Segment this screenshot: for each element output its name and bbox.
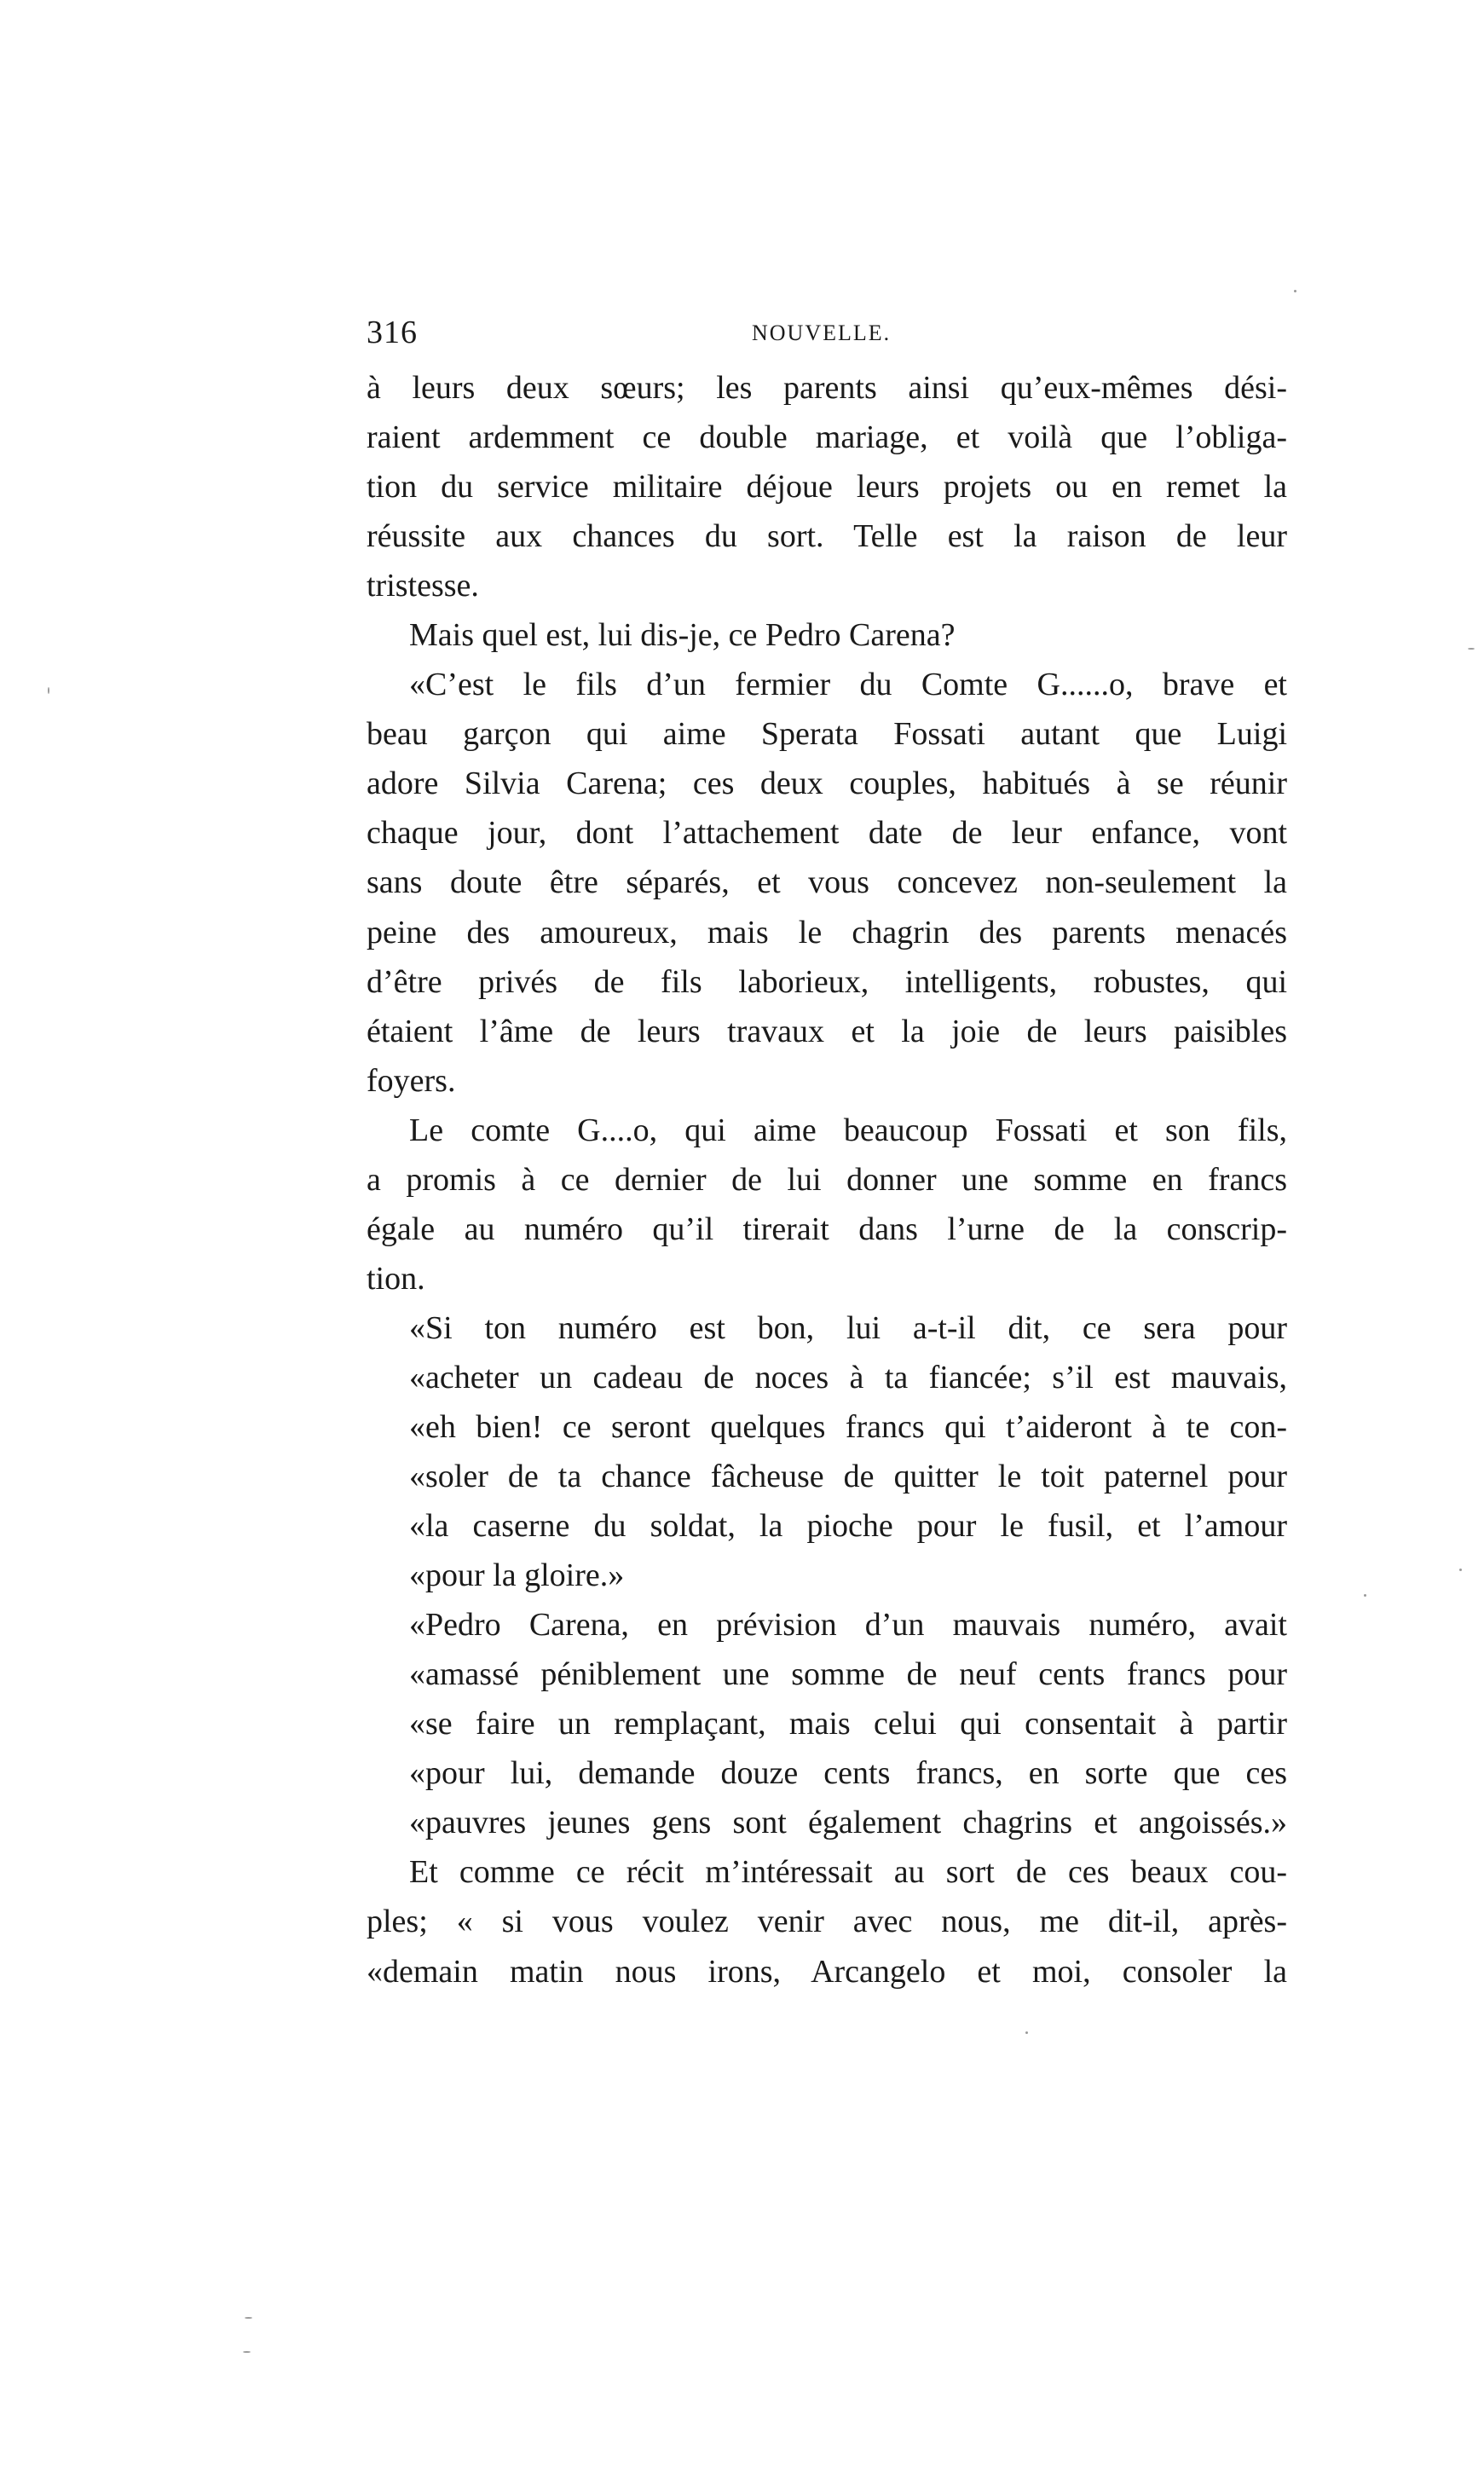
text-line: tion du service militaire déjoue leurs projets ou en remet la [367,469,1287,506]
text-line: «soler de ta chance fâcheuse de quitter le toit paternel pour [409,1459,1287,1495]
text-line: «pauvres jeunes gens sont également chagrins et angoissés.» [409,1805,1287,1841]
text-line: chaque jour, dont l’attachement date de leur enfance, vont [367,815,1287,852]
paper-speck [1025,2031,1028,2034]
text-line: peine des amoureux, mais le chagrin des parents menacés [367,914,1287,950]
text-line: à leurs deux sœurs; les parents ainsi qu’eux-mêmes dési- [367,370,1287,406]
paper-speck [243,2351,251,2353]
text-line: «Pedro Carena, en prévision d’un mauvais numéro, avait [409,1607,1287,1644]
text-line: «amassé péniblement une somme de neuf cents francs pour [409,1656,1287,1693]
text-line: «demain matin nous irons, Arcangelo et moi, consoler la [367,1953,1287,1990]
text-line: égale au numéro qu’il tirerait dans l’urne de la conscrip- [367,1210,1287,1247]
paper-speck [1459,1569,1462,1571]
text-line: «la caserne du soldat, la pioche pour le fusil, et l’amour [409,1508,1287,1545]
paper-speck [48,687,49,694]
text-line: d’être privés de fils laborieux, intelligents, robustes, qui [367,963,1287,1000]
text-line: raient ardemment ce double mariage, et voilà que l’obliga- [367,419,1287,456]
text-line: ples; « si vous voulez venir avec nous, me dit-il, après- [367,1904,1287,1940]
paper-speck [1294,290,1296,292]
text-line: «Si ton numéro est bon, lui a-t-il dit, ce sera pour [409,1309,1287,1346]
text-line: adore Silvia Carena; ces deux couples, habitués à se réunir [367,766,1287,802]
page-number: 316 [367,315,418,350]
text-line: beau garçon qui aime Sperata Fossati autant que Luigi [367,716,1287,753]
page-header [367,314,1287,356]
paper-speck [1364,1594,1366,1597]
text-line: Le comte G....o, qui aime beaucoup Fossati et son fils, [409,1112,1287,1148]
text-line: réussite aux chances du sort. Telle est la raison de leur [367,518,1287,555]
text-line: Et comme ce récit m’intéressait au sort de ces beaux cou- [409,1854,1287,1891]
text-line: foyers. [367,1062,456,1099]
text-line: «C’est le fils d’un fermier du Comte G......o, brave et [409,667,1287,703]
text-line: «acheter un cadeau de noces à ta fiancée; s’il est mauvais, [409,1359,1287,1395]
text-line: «pour la gloire.» [409,1557,625,1594]
text-line: «se faire un remplaçant, mais celui qui consentait à partir [409,1706,1287,1742]
text-line: «eh bien! ce seront quelques francs qui t’aideront à te con- [409,1408,1287,1445]
running-title: NOUVELLE. [752,321,892,345]
text-line: étaient l’âme de leurs travaux et la joie de leurs paisibles [367,1013,1287,1049]
text-line: Mais quel est, lui dis-je, ce Pedro Carena? [409,617,956,654]
text-line: sans doute être séparés, et vous concevez non-seulement la [367,864,1287,901]
paper-speck [245,2317,252,2319]
text-line: a promis à ce dernier de lui donner une somme en francs [367,1161,1287,1198]
text-line: «pour lui, demande douze cents francs, en sorte que ces [409,1755,1287,1792]
body-text [367,363,1287,1996]
text-line: tristesse. [367,568,479,604]
text-line: tion. [367,1260,425,1297]
paper-speck [1468,648,1475,650]
